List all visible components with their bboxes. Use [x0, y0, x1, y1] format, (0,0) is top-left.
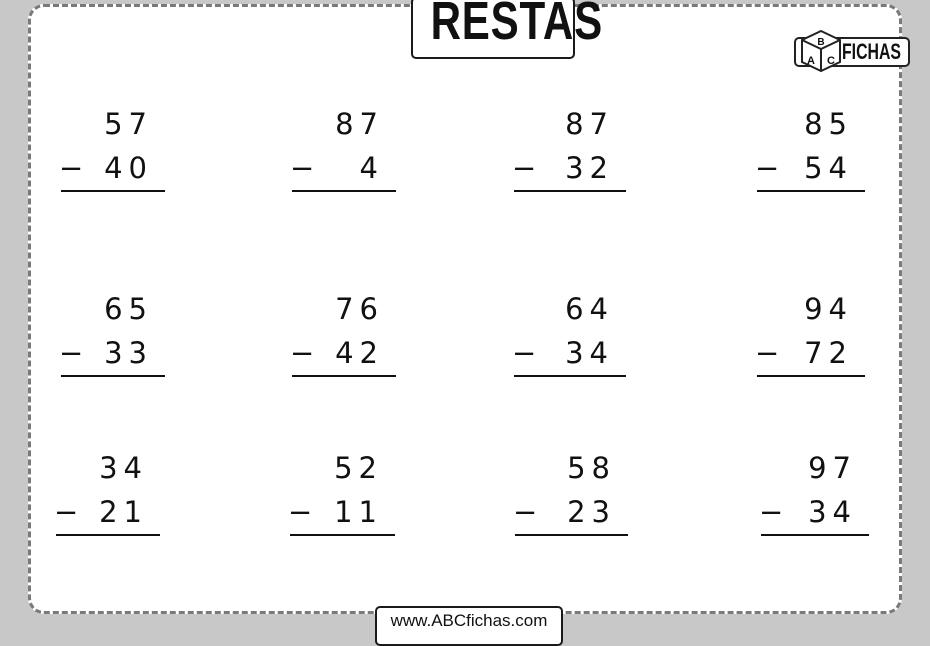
answer-line	[514, 190, 626, 192]
subtrahend-row	[290, 336, 384, 370]
subtrahend: 23	[567, 495, 616, 529]
footer-banner	[375, 606, 563, 646]
abcfichas-logo	[794, 29, 910, 73]
subtrahend-row	[59, 336, 153, 370]
cube-letter-b: B	[817, 37, 825, 48]
subtrahend: 32	[565, 151, 614, 185]
subtrahend-row	[54, 495, 148, 529]
subtrahend: 11	[334, 495, 383, 529]
minus-sign: −	[59, 336, 84, 370]
answer-line	[514, 375, 626, 377]
subtraction-problem	[512, 107, 626, 197]
minus-sign: −	[290, 336, 315, 370]
answer-line	[56, 534, 160, 536]
subtraction-problem	[755, 292, 865, 382]
answer-line	[290, 534, 395, 536]
answer-line	[757, 375, 865, 377]
minuend: 94	[804, 292, 853, 326]
minus-sign: −	[54, 495, 79, 529]
subtrahend: 33	[104, 336, 153, 370]
answer-line	[61, 375, 165, 377]
page-title: RESTAS	[430, 0, 604, 51]
subtrahend-row	[512, 336, 614, 370]
answer-line	[61, 190, 165, 192]
answer-line	[292, 375, 396, 377]
minus-sign: −	[512, 151, 537, 185]
subtrahend: 34	[808, 495, 857, 529]
minuend: 76	[335, 292, 384, 326]
abc-cube-icon	[798, 29, 844, 73]
minuend: 97	[808, 451, 857, 485]
subtrahend: 42	[335, 336, 384, 370]
minuend: 87	[335, 107, 384, 141]
minuend: 87	[565, 107, 614, 141]
subtraction-problem	[290, 107, 396, 197]
subtrahend: 72	[804, 336, 853, 370]
minuend: 58	[567, 451, 616, 485]
subtraction-problem	[755, 107, 865, 197]
minus-sign: −	[290, 151, 315, 185]
cube-letter-a: A	[807, 55, 815, 67]
subtrahend-row	[755, 336, 853, 370]
minuend: 65	[104, 292, 153, 326]
minus-sign: −	[513, 495, 538, 529]
cube-letter-c: C	[827, 55, 835, 67]
logo-text: FICHAS	[842, 39, 901, 64]
subtrahend: 21	[99, 495, 148, 529]
subtraction-problem	[54, 451, 160, 541]
minuend: 57	[104, 107, 153, 141]
subtrahend: 4	[359, 151, 384, 185]
subtraction-problem	[759, 451, 869, 541]
subtraction-problem	[59, 107, 165, 197]
subtrahend-row	[59, 151, 153, 185]
subtrahend-row	[288, 495, 383, 529]
minus-sign: −	[288, 495, 313, 529]
subtrahend-row	[759, 495, 857, 529]
subtrahend: 34	[565, 336, 614, 370]
minus-sign: −	[512, 336, 537, 370]
minuend: 52	[334, 451, 383, 485]
minus-sign: −	[755, 151, 780, 185]
minuend: 85	[804, 107, 853, 141]
minus-sign: −	[755, 336, 780, 370]
subtrahend-row	[513, 495, 616, 529]
worksheet-page	[28, 0, 902, 614]
footer-url[interactable]: www.ABCfichas.com	[390, 611, 548, 630]
answer-line	[515, 534, 628, 536]
subtrahend: 54	[804, 151, 853, 185]
subtraction-problem	[513, 451, 628, 541]
subtrahend-row	[755, 151, 853, 185]
answer-line	[761, 534, 869, 536]
subtrahend-row	[512, 151, 614, 185]
subtrahend: 40	[104, 151, 153, 185]
minuend: 34	[99, 451, 148, 485]
answer-line	[757, 190, 865, 192]
subtraction-problem	[59, 292, 165, 382]
title-banner	[411, 0, 604, 59]
subtraction-problem	[288, 451, 395, 541]
minuend: 64	[565, 292, 614, 326]
answer-line	[292, 190, 396, 192]
subtraction-problem	[512, 292, 626, 382]
minus-sign: −	[759, 495, 784, 529]
subtraction-problem	[290, 292, 396, 382]
subtrahend-row	[290, 151, 384, 185]
minus-sign: −	[59, 151, 84, 185]
